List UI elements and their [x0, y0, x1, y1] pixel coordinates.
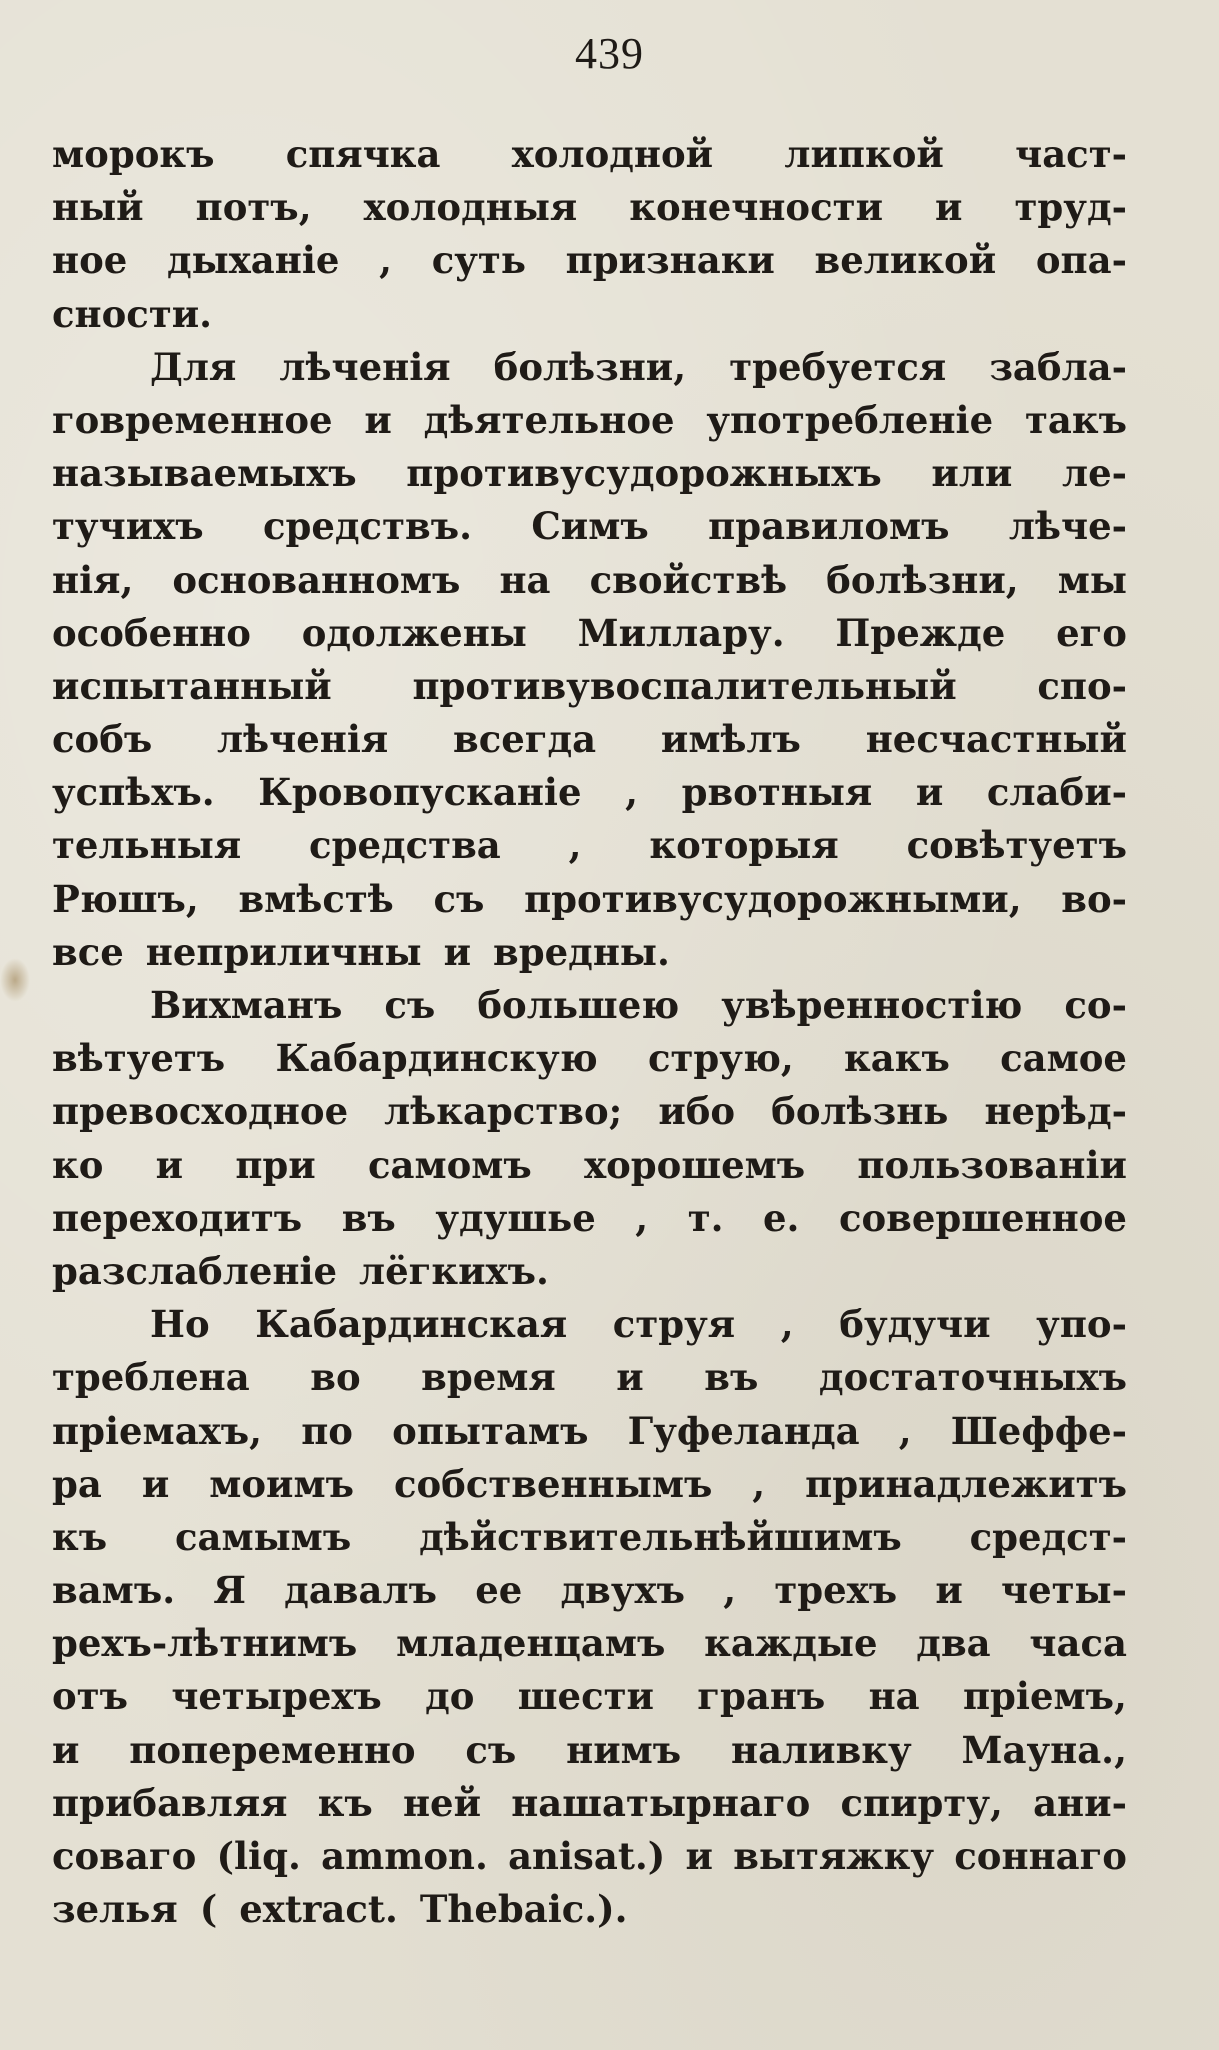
- text-line: соваго (liq. ammon. anisat.) и вытяжку соннаго: [52, 1834, 1127, 1878]
- text-line: успѣхъ. Кровопусканіе , рвотныя и слаби-: [52, 770, 1127, 815]
- paper-stain: [0, 958, 30, 1002]
- text-line: собъ лѣченія всегда имѣлъ несчастный: [52, 717, 1127, 762]
- text-line: Но Кабардинская струя , будучи упо-: [150, 1302, 1127, 1347]
- text-line: къ самымъ дѣйствительнѣйшимъ средст-: [52, 1514, 1127, 1559]
- text-line: испытанный противувоспалительный спо-: [52, 663, 1127, 708]
- text-line: ко и при самомъ хорошемъ пользованіи: [52, 1142, 1127, 1187]
- text-line: все неприличны и вредны.: [52, 929, 670, 974]
- text-line: особенно одолжены Миллару. Прежде его: [52, 610, 1127, 655]
- text-line: пріемахъ, по опытамъ Гуфеланда , Шеффе-: [52, 1408, 1127, 1453]
- text-line: ра и моимъ собственнымъ , принадлежитъ: [52, 1461, 1127, 1506]
- text-line: тучихъ средствъ. Симъ правиломъ лѣче-: [52, 504, 1127, 549]
- text-line: переходитъ въ удушье , т. е. совершенное: [52, 1195, 1127, 1240]
- text-line: ный потъ, холодныя конечности и труд-: [52, 185, 1127, 230]
- text-line: сности.: [52, 291, 213, 336]
- text-line: Рюшъ, вмѣстѣ съ противусудорожными, во-: [52, 876, 1127, 921]
- body-text: [52, 128, 1127, 1936]
- text-line: зелья ( extract. Thebaic.).: [52, 1887, 628, 1932]
- text-line: называемыхъ противусудорожныхъ или ле-: [52, 451, 1127, 496]
- text-line: тельныя средства , которыя совѣтуетъ: [52, 823, 1127, 868]
- text-line: разслабленіе лёгкихъ.: [52, 1248, 549, 1293]
- text-line: вѣтуетъ Кабардинскую струю, какъ самое: [52, 1036, 1127, 1081]
- text-line: морокъ спячка холодной липкой част-: [52, 132, 1127, 176]
- text-line: Для лѣченія болѣзни, требуется забла-: [150, 344, 1127, 389]
- page-number: 439: [575, 29, 644, 78]
- text-line: Вихманъ съ большею увѣренностію со-: [150, 983, 1127, 1027]
- text-line: вамъ. Я давалъ ее двухъ , трехъ и четы-: [52, 1568, 1127, 1613]
- text-line: говременное и дѣятельное употребленіе такъ: [52, 397, 1127, 442]
- text-line: нія, основанномъ на свойствѣ болѣзни, мы: [52, 557, 1127, 602]
- text-line: ное дыханіе , суть признаки великой опа-: [52, 238, 1127, 283]
- text-line: рехъ-лѣтнимъ младенцамъ каждые два часа: [52, 1621, 1127, 1666]
- text-line: и попеременно съ нимъ наливку Мауна.,: [52, 1727, 1127, 1772]
- text-line: прибавляя къ ней нашатырнаго спирту, ани-: [52, 1780, 1127, 1825]
- text-line: превосходное лѣкарство; ибо болѣзнь нерѣд-: [52, 1089, 1127, 1134]
- text-line: отъ четырехъ до шести гранъ на пріемъ,: [52, 1674, 1127, 1719]
- text-line: треблена во время и въ достаточныхъ: [52, 1355, 1127, 1400]
